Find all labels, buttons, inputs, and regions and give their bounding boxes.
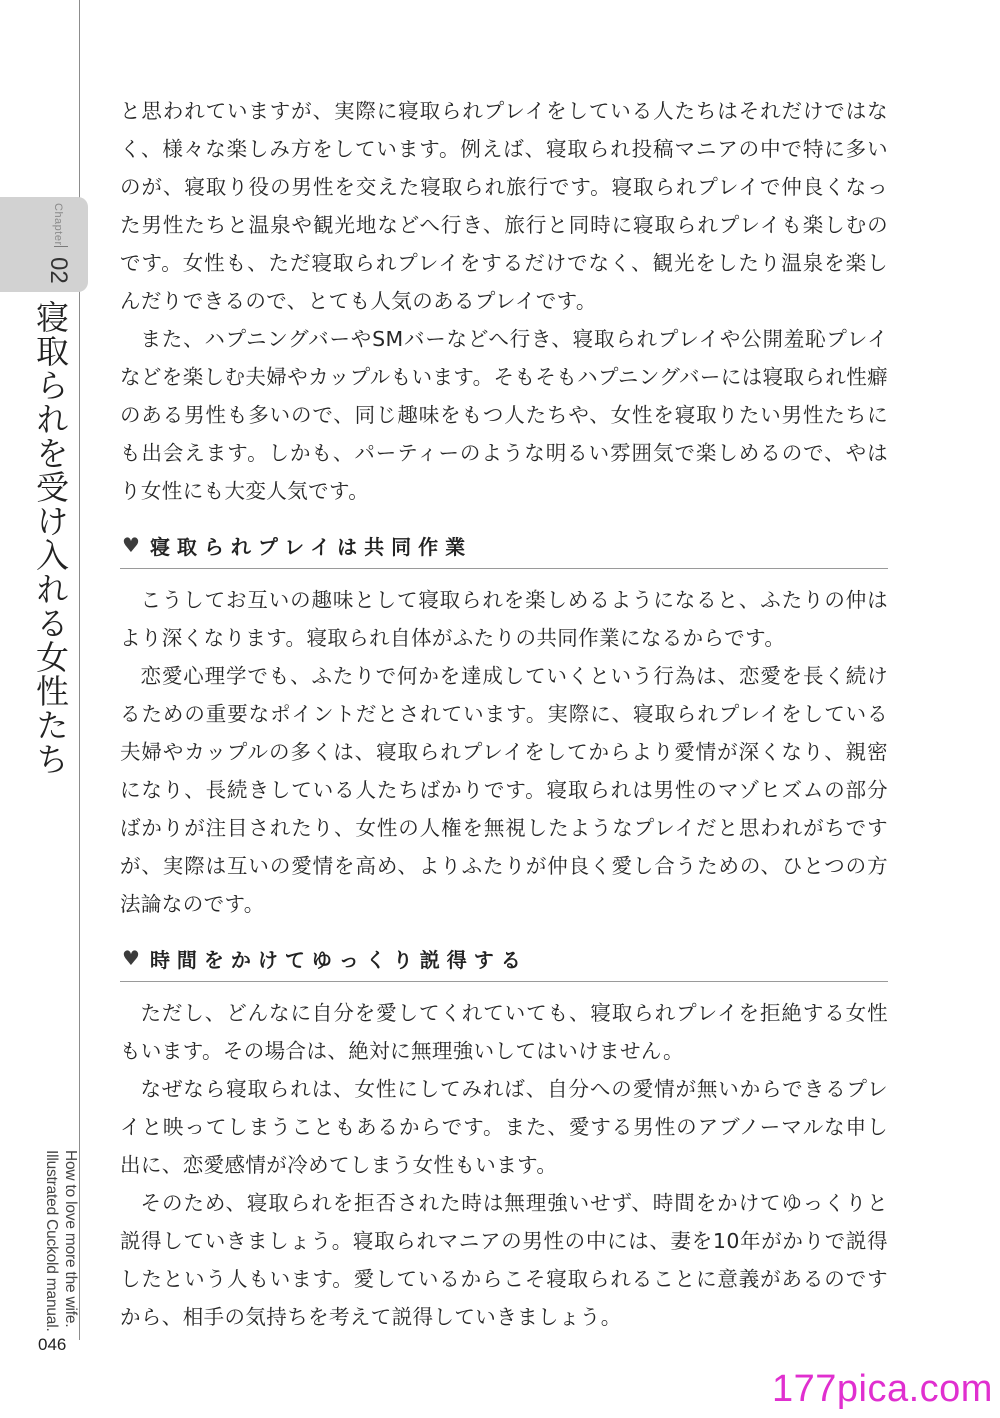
book-title-line2: Illustrated Cuckold manual. (43, 1150, 60, 1332)
section-heading (120, 526, 888, 569)
chapter-title: 寝取られを受け入れる女性たち (31, 300, 70, 776)
chapter-number: 02 (45, 257, 72, 284)
paragraph: ただし、どんなに自分を愛してくれていても、寝取られプレイを拒絶する女性もいます。その場合は、絶対に無理強いしてはいけません。 (120, 1001, 888, 1063)
chapter-label: Chapter (52, 203, 64, 246)
heart-icon: ♥ (122, 946, 140, 970)
section-heading-text: 寝取られプレイは共同作業 (149, 534, 473, 559)
section-heading (120, 939, 888, 982)
book-title-line1: How to love more the wife. (62, 1150, 79, 1328)
watermark: 177pica.com (772, 1368, 993, 1410)
paragraph: と思われていますが、実際に寝取られプレイをしている人たちはそれだけではなく、様々な楽しみ方をしています。例えば、寝取られ投稿マニアの中で特に多いのが、寝取り役の男性を交えた寝取られ旅行です。寝取られプレイで仲良くなった男性たちと温泉や観光地などへ行き、旅行と同時に寝取られプレイも楽しむのです。女性も、ただ寝取られプレイをするだけでなく、観光をしたり温泉を楽しんだりできるので、とても人気のあるプレイです。 (120, 99, 888, 313)
book-title (42, 1150, 80, 1332)
section-heading-text: 時間をかけてゆっくり説得する (149, 947, 528, 972)
paragraph: こうしてお互いの趣味として寝取られを楽しめるようになると、ふたりの仲はより深くなります。寝取られ自体がふたりの共同作業になるからです。 (120, 588, 888, 650)
heart-icon: ♥ (122, 533, 140, 557)
paragraph: 恋愛心理学でも、ふたりで何かを達成していくという行為は、恋愛を長く続けるための重要なポイントだとされています。実際に、寝取られプレイをしている夫婦やカップルの多くは、寝取られプレイをしてからより愛情が深くなり、親密になり、長続きしている人たちばかりです。寝取られは男性のマゾヒズムの部分ばかりが注目されたり、女性の人権を無視したようなプレイだと思われがちですが、実際は互いの愛情を高め、よりふたりが仲良く愛し合うための、ひとつの方法論なのです。 (120, 664, 888, 916)
page-number: 046 (38, 1335, 67, 1354)
main-text (120, 92, 888, 1336)
paragraph: そのため、寝取られを拒否された時は無理強いせず、時間をかけてゆっくりと説得していきましょう。寝取られマニアの男性の中には、妻を10年がかりで説得したという人もいます。愛しているからこそ寝取られることに意義があるのですから、相手の気持ちを考えて説得していきましょう。 (120, 1191, 888, 1329)
paragraph: なぜなら寝取られは、女性にしてみれば、自分への愛情が無いからできるプレイと映ってしまうこともあるからです。また、愛する男性のアブノーマルな申し出に、恋愛感情が冷めてしまう女性もいます。 (120, 1077, 888, 1177)
paragraph: また、ハプニングバーやSMバーなどへ行き、寝取られプレイや公開羞恥プレイなどを楽しむ夫婦やカップルもいます。そもそもハプニングバーには寝取られ性癖のある男性も多いので、同じ趣味をもつ人たちや、女性を寝取りたい男性たちにも出会えます。しかも、パーティーのような明るい雰囲気で楽しめるので、やはり女性にも大変人気です。 (120, 327, 888, 503)
chapter-divider (54, 246, 68, 247)
